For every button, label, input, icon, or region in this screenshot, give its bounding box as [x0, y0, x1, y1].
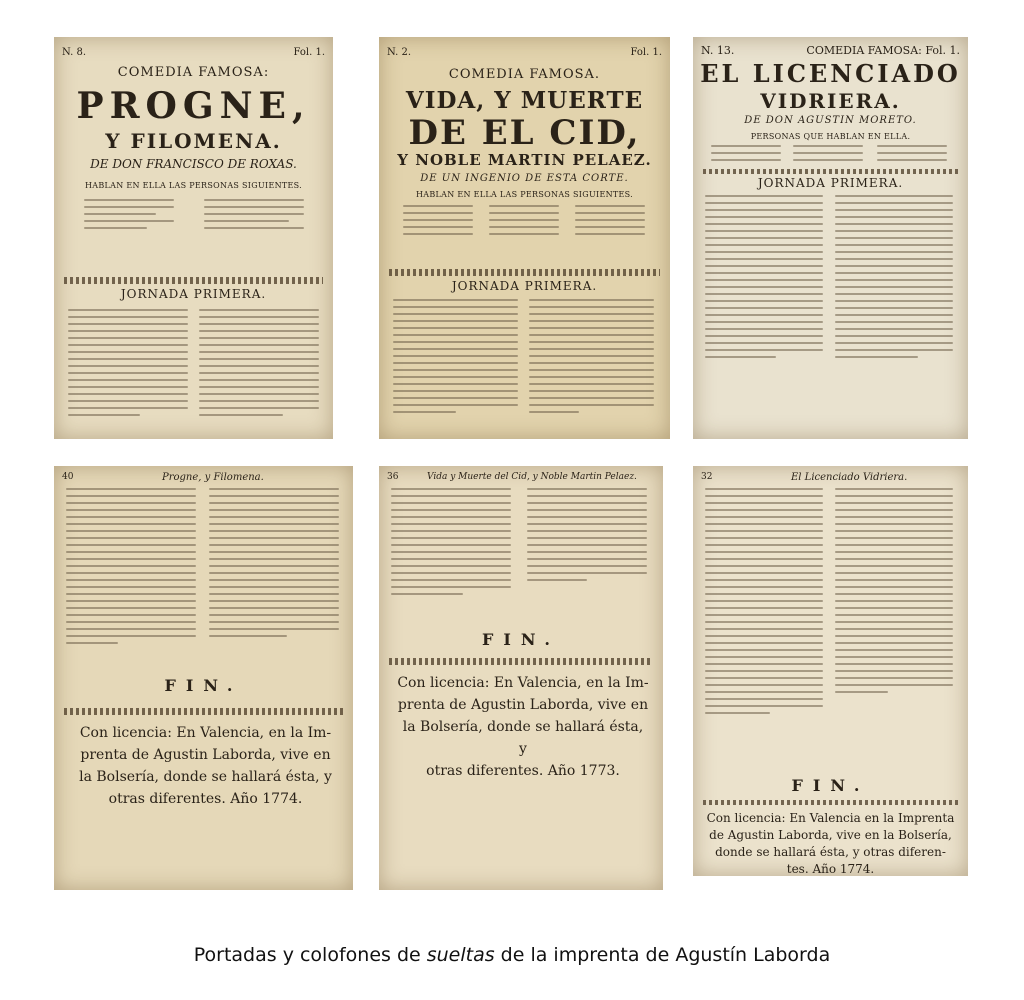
text-column-left: [66, 488, 196, 649]
colophon-running-head: Vida y Muerte del Cid, y Noble Martin Pelaez.: [427, 472, 637, 482]
imprint-line: tes. Año 1774.: [786, 862, 875, 876]
colophon-fin: FIN.: [481, 630, 560, 649]
text-column-left: [705, 488, 823, 719]
ornament-rule: [389, 658, 653, 665]
caption-after: de la imprenta de Agustín Laborda: [494, 944, 831, 966]
cover-title-line1: PROGNE,: [76, 85, 311, 127]
text-column-right: [209, 488, 339, 642]
imprint-line: la Bolsería, donde se hallará ésta, y: [402, 719, 644, 757]
cover-heading: COMEDIA FAMOSA:: [117, 65, 270, 80]
cover-jornada: JORNADA PRIMERA.: [120, 287, 267, 301]
cast-list-left: [403, 205, 473, 240]
imprint-line: de Agustin Laborda, vive en la Bolsería,: [709, 828, 952, 842]
cover-jornada: JORNADA PRIMERA.: [451, 279, 598, 293]
cover-title-line2: Y FILOMENA.: [105, 129, 282, 153]
imprint-line: prenta de Agustin Laborda, vive en: [80, 747, 331, 763]
cast-list-left: [84, 199, 174, 234]
colophon-el-licenciado-vidriera: [693, 466, 968, 876]
cover-title-line1: EL LICENCIADO: [700, 59, 961, 88]
cover-title-line3: Y NOBLE MARTIN PELAEZ.: [397, 151, 652, 169]
cast-list-right: [204, 199, 304, 234]
colophon-vida-y-muerte-del-cid: [379, 466, 663, 890]
cover-author: DE DON AGUSTIN MORETO.: [744, 115, 917, 126]
cover-el-licenciado-vidriera: [693, 37, 968, 439]
cover-folio: Fol. 1.: [293, 47, 325, 58]
colophon-running-head: Progne, y Filomena.: [162, 472, 264, 483]
imprint-line: Con licencia: En Valencia en la Imprenta: [706, 811, 955, 825]
colophon-running-head: El Licenciado Vidriera.: [791, 472, 908, 483]
ornament-rule: [64, 708, 343, 715]
cast-list-right: [575, 205, 645, 240]
colophon-imprint: [703, 810, 958, 876]
ornament-rule: [703, 800, 958, 805]
imprint-line: otras diferentes. Año 1774.: [108, 791, 303, 807]
imprint-line: prenta de Agustin Laborda, vive en: [397, 697, 649, 713]
cover-personas: HABLAN EN ELLA LAS PERSONAS SIGUIENTES.: [415, 190, 634, 199]
colophon-fin: FIN.: [164, 676, 243, 695]
cast-list-left: [711, 145, 781, 166]
colophon-fin: FIN.: [791, 776, 870, 795]
cover-personas: PERSONAS QUE HABLAN EN ELLA.: [750, 132, 911, 141]
cover-number: N. 8.: [62, 47, 87, 58]
text-column-left: [705, 195, 823, 363]
cover-progne-y-filomena: [54, 37, 333, 439]
colophon-page-number: 40: [62, 472, 74, 482]
cast-list-right: [877, 145, 947, 166]
colophon-progne-y-filomena: [54, 466, 353, 890]
ornament-rule: [64, 277, 323, 284]
colophon-page-number: 32: [701, 472, 713, 482]
text-column-right: [199, 309, 319, 421]
imprint-line: donde se hallará ésta, y otras diferen-: [715, 845, 946, 859]
imprint-line: la Bolsería, donde se hallará ésta, y: [79, 769, 332, 785]
text-column-right: [835, 195, 953, 363]
text-column-left: [393, 299, 518, 418]
imprint-line: Con licencia: En Valencia, en la Im-: [79, 725, 332, 741]
imprint-line: Con licencia: En Valencia, en la Im-: [397, 675, 649, 691]
text-column-right: [529, 299, 654, 418]
cover-jornada: JORNADA PRIMERA.: [757, 176, 904, 190]
cover-heading: COMEDIA FAMOSA.: [448, 67, 601, 82]
text-column-left: [68, 309, 188, 421]
cover-title-line1: VIDA, Y MUERTE: [405, 87, 644, 114]
colophon-imprint: [72, 722, 339, 810]
text-column-left: [391, 488, 511, 600]
text-column-right: [527, 488, 647, 586]
cast-list-middle: [793, 145, 863, 166]
colophon-imprint: [397, 672, 649, 782]
caption-italic: sueltas: [426, 944, 495, 966]
cast-list-middle: [489, 205, 559, 240]
cover-author: DE UN INGENIO DE ESTA CORTE.: [420, 173, 629, 184]
colophon-page-number: 36: [387, 472, 399, 482]
figure-caption: [0, 944, 1024, 966]
ornament-rule: [703, 169, 958, 174]
cover-vida-y-muerte-del-cid: [379, 37, 670, 439]
text-column-right: [835, 488, 953, 698]
cover-title-line2: DE EL CID,: [408, 113, 641, 153]
cover-folio: COMEDIA FAMOSA: Fol. 1.: [806, 44, 960, 57]
cover-personas: HABLAN EN ELLA LAS PERSONAS SIGUIENTES.: [84, 181, 303, 190]
cover-number: N. 13.: [701, 44, 735, 57]
cover-number: N. 2.: [387, 47, 412, 58]
caption-before: Portadas y colofones de: [193, 944, 427, 966]
cover-title-line2: VIDRIERA.: [760, 89, 901, 113]
ornament-rule: [389, 269, 660, 276]
cover-author: DE DON FRANCISCO DE ROXAS.: [90, 157, 297, 171]
imprint-line: otras diferentes. Año 1773.: [426, 763, 620, 779]
cover-folio: Fol. 1.: [630, 47, 662, 58]
